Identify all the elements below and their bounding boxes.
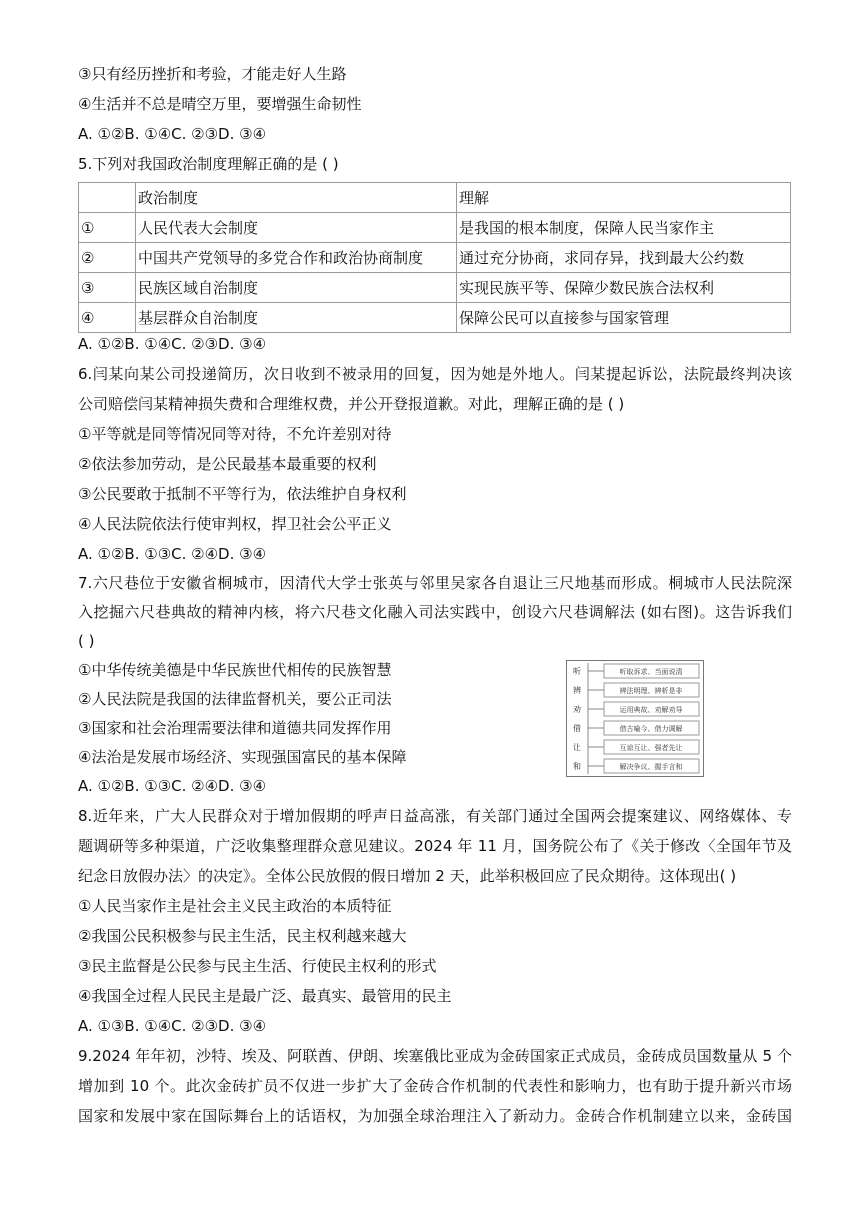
- table-cell: ④: [79, 303, 136, 333]
- table-cell: ②: [79, 243, 136, 273]
- figure-item: 互谅互让、强者先让: [619, 744, 683, 752]
- q8-answer-choices: A. ①③B. ①④C. ②③D. ③④: [78, 1017, 267, 1035]
- table-cell: 人民代表大会制度: [136, 213, 457, 243]
- q6-option-1: ①平等就是同等情况同等对待，不允许差别对待: [78, 425, 392, 443]
- mediation-diagram: [566, 660, 704, 777]
- table-header-system: 政治制度: [136, 183, 457, 213]
- q9-stem-line-1: 9.2024 年年初，沙特、埃及、阿联酋、伊朗、埃塞俄比亚成为金砖国家正式成员，金砖成员国数量从 5 个: [78, 1047, 792, 1065]
- q7-answer-choices: A. ①②B. ①③C. ②④D. ③④: [78, 777, 267, 795]
- q7-option-1: ①中华传统美德是中华民族世代相传的民族智慧: [78, 661, 392, 679]
- q4-answer-choices: A. ①②B. ①④C. ②③D. ③④: [78, 125, 267, 143]
- q8-stem-line-1: 8.近年来，广大人民群众对于增加假期的呼声日益高涨，有关部门通过全国两会提案建议、网络媒体、专: [78, 807, 792, 825]
- q7-option-2: ②人民法院是我国的法律监督机关，要公正司法: [78, 690, 392, 708]
- q7-option-3: ③国家和社会治理需要法律和道德共同发挥作用: [78, 719, 392, 737]
- table-cell: 中国共产党领导的多党合作和政治协商制度: [136, 243, 457, 273]
- q6-answer-choices: A. ①②B. ①③C. ②④D. ③④: [78, 545, 267, 563]
- table-row: [79, 303, 791, 333]
- q4-option-3: ③只有经历挫折和考验，才能走好人生路: [78, 65, 347, 83]
- figure-item: 解决争议、握手言和: [619, 763, 683, 771]
- figure-item: 运用典故、劝解劝导: [619, 706, 683, 714]
- q7-stem-line-3: ( ): [78, 632, 95, 650]
- figure-char: 劝: [573, 705, 581, 714]
- q8-stem-line-3: 纪念日放假办法〉的决定》。全体公民放假的假日增加 2 天，此举积极回应了民众期待。这体现出( ): [78, 867, 737, 885]
- q6-option-2: ②依法参加劳动，是公民最基本最重要的权利: [78, 455, 377, 473]
- table-cell: ③: [79, 273, 136, 303]
- q8-option-2: ②我国公民积极参与民主生活，民主权利越来越大: [78, 927, 407, 945]
- q7-stem-line-2: 入挖掘六尺巷典故的精神内核，将六尺巷文化融入司法实践中，创设六尺巷调解法 (如右图)。这告诉我们: [78, 603, 792, 621]
- q6-stem-line-1: 6.闫某向某公司投递简历，次日收到不被录用的回复，因为她是外地人。闫某提起诉讼，法院最终判决该: [78, 365, 792, 383]
- q7-stem-line-1: 7.六尺巷位于安徽省桐城市，因清代大学士张英与邻里吴家各自退让三尺地基而形成。桐城市人民法院深: [78, 574, 792, 592]
- table-cell: 民族区域自治制度: [136, 273, 457, 303]
- q6-option-3: ③公民要敢于抵制不平等行为，依法维护自身权利: [78, 485, 407, 503]
- table-row: [79, 243, 791, 273]
- figure-char: 让: [573, 743, 581, 752]
- figure-char: 辨: [573, 686, 581, 695]
- figure-char: 听: [573, 667, 581, 676]
- table-cell: 基层群众自治制度: [136, 303, 457, 333]
- table-row: [79, 213, 791, 243]
- table-cell: 是我国的根本制度，保障人民当家作主: [457, 213, 791, 243]
- table-header-row: [79, 183, 791, 213]
- mediation-method-figure: [566, 660, 704, 777]
- figure-item: 辨法明理、辨析是非: [619, 687, 683, 695]
- q5-stem: 5.下列对我国政治制度理解正确的是 ( ): [78, 155, 339, 173]
- figure-char: 借: [573, 724, 581, 733]
- table-cell: ①: [79, 213, 136, 243]
- figure-item: 借古喻今、借力调解: [619, 725, 683, 733]
- q8-option-4: ④我国全过程人民民主是最广泛、最真实、最管用的民主: [78, 987, 452, 1005]
- table-cell: 通过充分协商，求同存异，找到最大公约数: [457, 243, 791, 273]
- q7-option-4: ④法治是发展市场经济、实现强国富民的基本保障: [78, 748, 407, 766]
- q6-stem-line-2: 公司赔偿闫某精神损失费和合理维权费，并公开登报道歉。对此，理解正确的是 ( ): [78, 395, 625, 413]
- political-system-table: [78, 182, 791, 333]
- q5-answer-choices: A. ①②B. ①④C. ②③D. ③④: [78, 335, 267, 353]
- q9-stem-line-2: 增加到 10 个。此次金砖扩员不仅进一步扩大了金砖合作机制的代表性和影响力，也有助于提升新兴市场: [78, 1077, 792, 1095]
- q8-option-3: ③民主监督是公民参与民主生活、行使民主权利的形式: [78, 957, 437, 975]
- table-row: [79, 273, 791, 303]
- table-cell: 实现民族平等、保障少数民族合法权利: [457, 273, 791, 303]
- q9-stem-line-3: 国家和发展中家在国际舞台上的话语权，为加强全球治理注入了新动力。金砖合作机制建立以来，金砖国: [78, 1107, 792, 1125]
- q6-option-4: ④人民法院依法行使审判权，捍卫社会公平正义: [78, 515, 392, 533]
- q8-option-1: ①人民当家作主是社会主义民主政治的本质特征: [78, 897, 392, 915]
- q8-stem-line-2: 题调研等多种渠道，广泛收集整理群众意见建议。2024 年 11 月，国务院公布了《关于修改〈全国年节及: [78, 837, 792, 855]
- q4-option-4: ④生活并不总是晴空万里，要增强生命韧性: [78, 95, 362, 113]
- table-cell: [79, 183, 136, 213]
- figure-item: 听取诉求、当面说清: [619, 668, 683, 676]
- table-header-understanding: 理解: [457, 183, 791, 213]
- figure-char: 和: [573, 762, 581, 771]
- table-cell: 保障公民可以直接参与国家管理: [457, 303, 791, 333]
